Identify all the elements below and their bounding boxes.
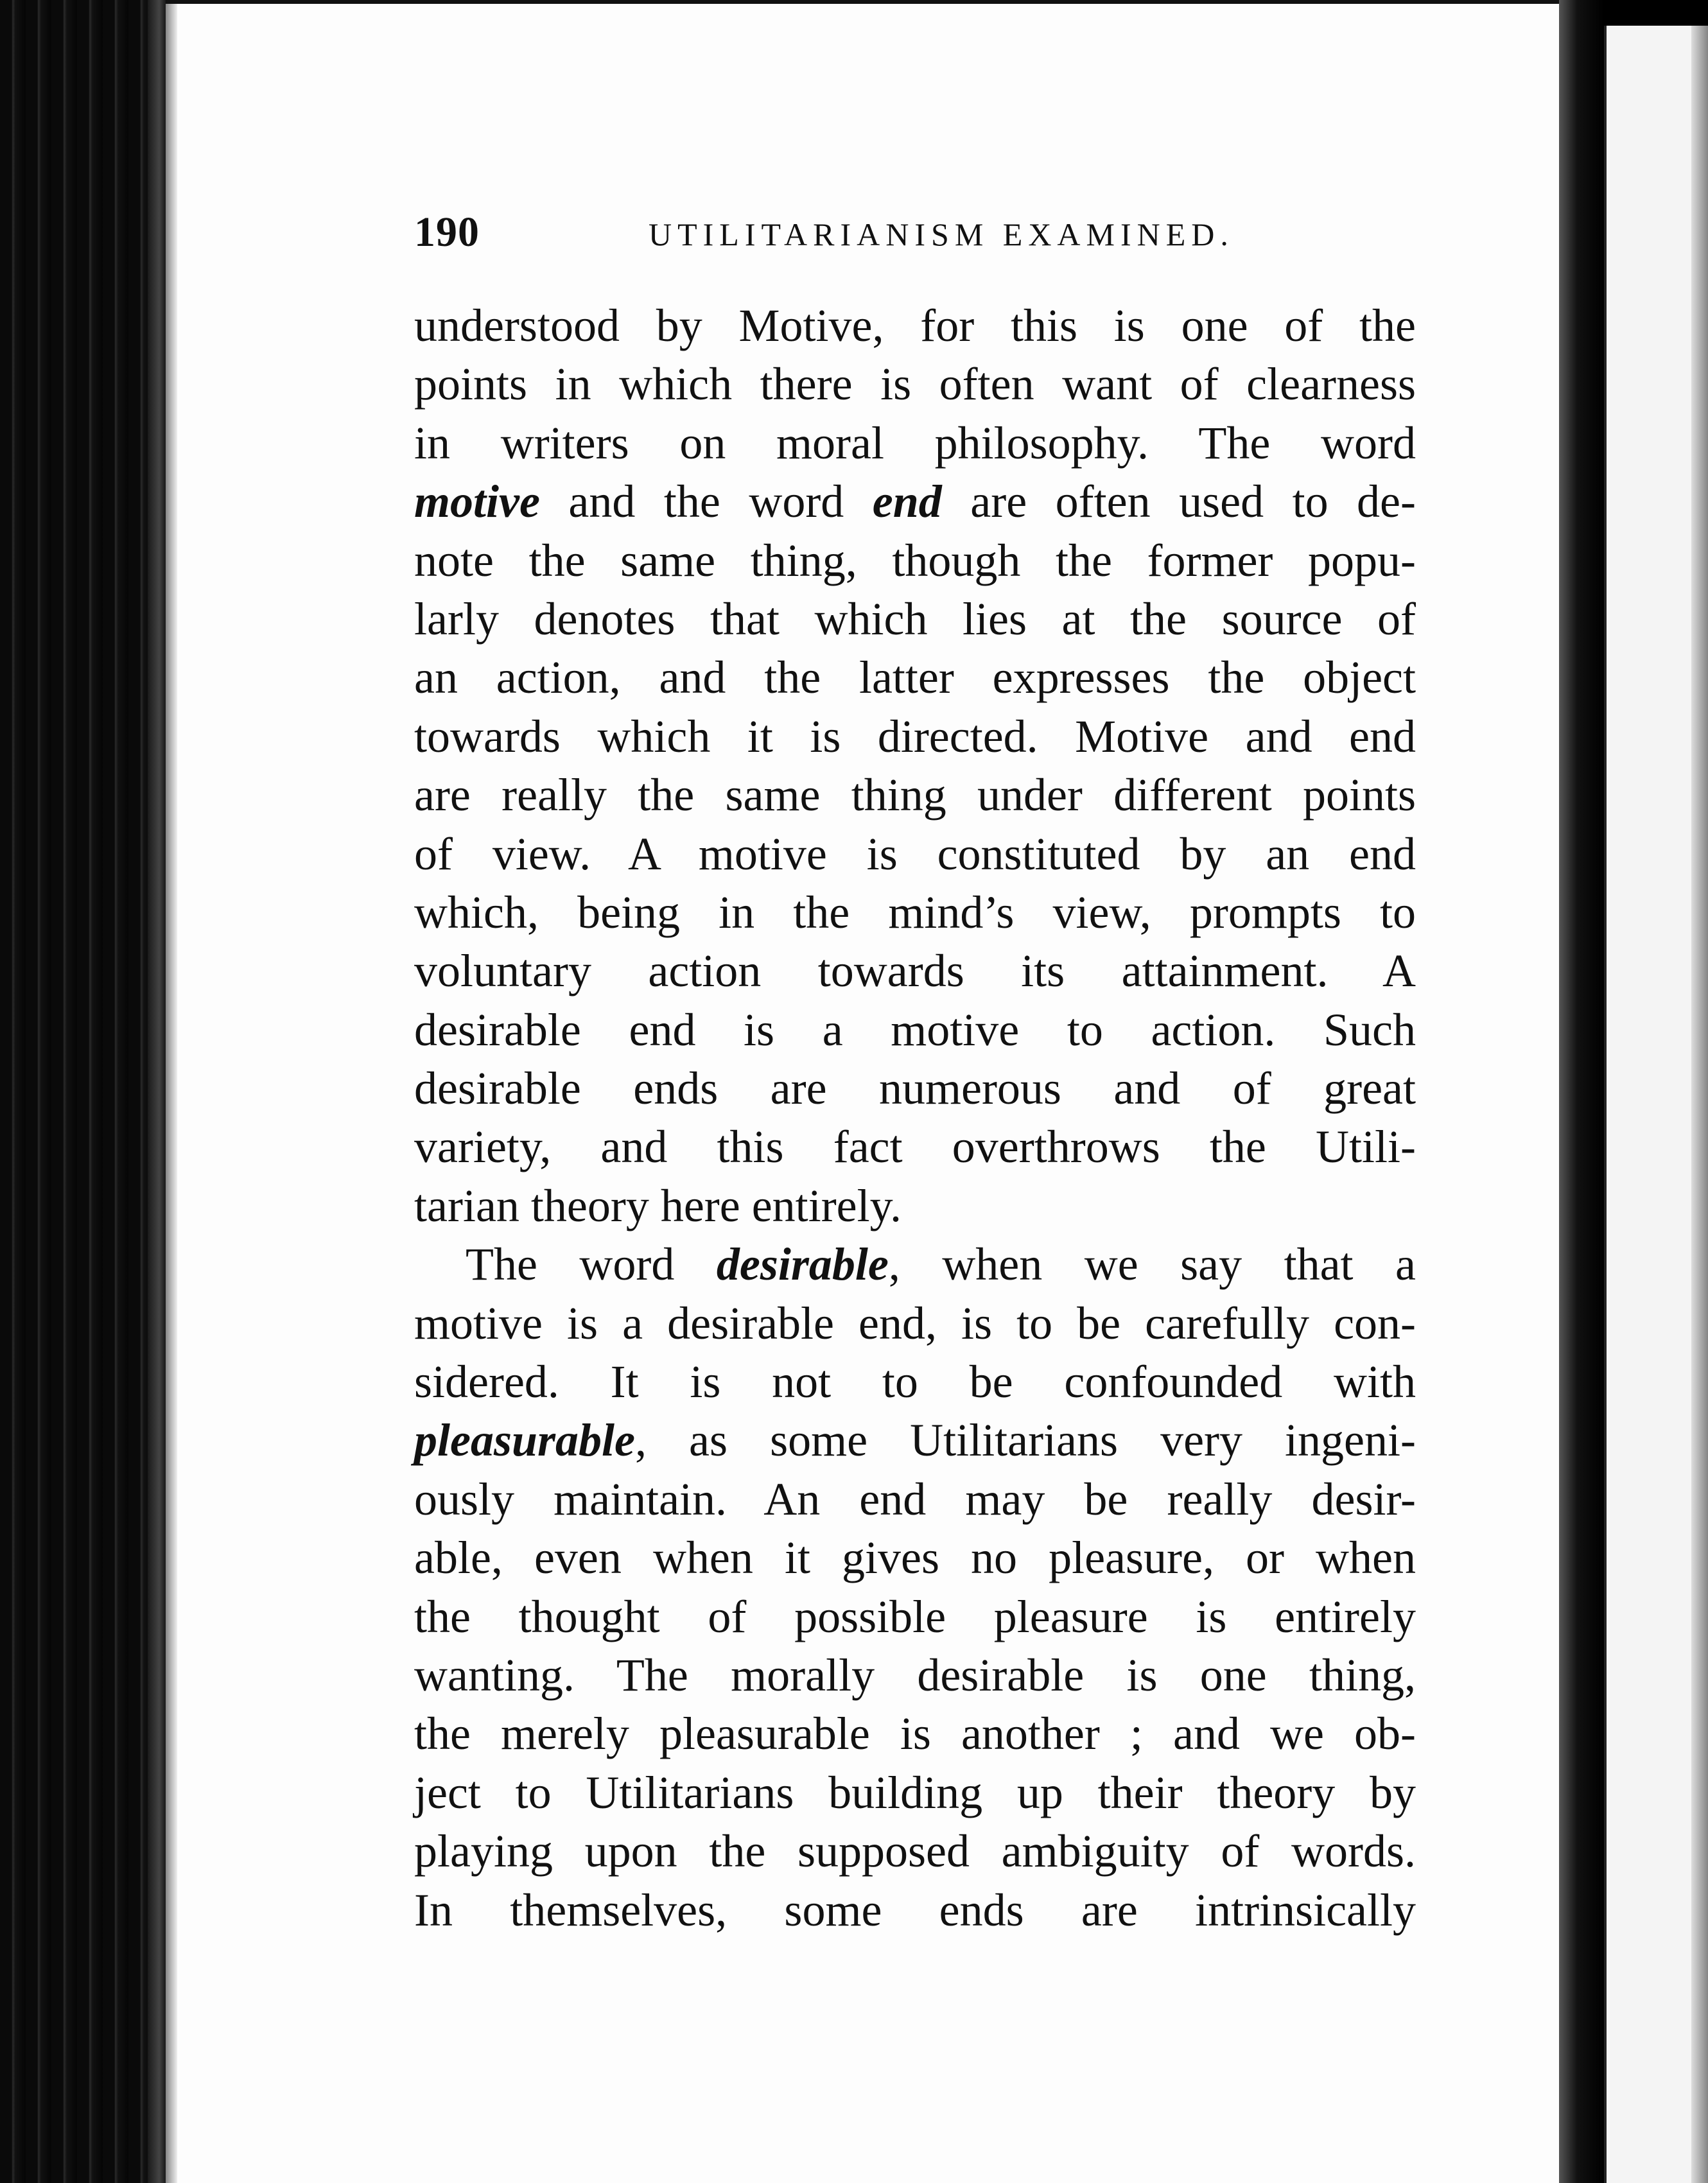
text-line: [414, 1764, 1416, 1822]
text-segment: variety, and this fact overthrows the Utili-: [414, 1121, 1416, 1173]
text-line: [414, 1177, 1416, 1235]
text-line: [414, 355, 1416, 413]
text-line: [414, 414, 1416, 473]
text-segment: ject to Utilitarians building up their theory by: [414, 1766, 1416, 1818]
text-line: [414, 1705, 1416, 1763]
text-line: [414, 1001, 1416, 1059]
text-segment: The word: [466, 1239, 717, 1291]
text-line: [414, 1470, 1416, 1529]
text-line: [414, 766, 1416, 824]
text-line: [414, 1822, 1416, 1881]
text-line: [414, 532, 1416, 590]
page-number: 190: [414, 209, 480, 256]
text-line: [414, 1294, 1416, 1353]
text-line: [414, 1353, 1416, 1411]
emphasized-word: end: [872, 476, 942, 528]
text-segment: desirable ends are numerous and of great: [414, 1063, 1416, 1115]
text-segment: the merely pleasurable is another ; and we ob-: [414, 1708, 1416, 1760]
text-segment: larly denotes that which lies at the source of: [414, 593, 1416, 645]
text-line: [414, 1235, 1416, 1294]
text-segment: In themselves, some ends are intrinsically: [414, 1884, 1416, 1936]
text-segment: , when we say that a: [888, 1239, 1416, 1291]
text-line: [414, 1646, 1416, 1705]
text-segment: and the word: [539, 476, 873, 528]
text-line: [414, 297, 1416, 355]
adjacent-page-edge: [1604, 26, 1708, 2183]
text-segment: the thought of possible pleasure is entirely: [414, 1590, 1416, 1642]
text-line: [414, 825, 1416, 883]
running-head: [414, 207, 1234, 258]
text-segment: desirable end is a motive to action. Such: [414, 1004, 1416, 1056]
text-line: [414, 648, 1416, 707]
text-segment: note the same thing, though the former popu-: [414, 534, 1416, 586]
text-line: [414, 1118, 1416, 1176]
text-segment: ously maintain. An end may be really desir-: [414, 1473, 1416, 1525]
text-segment: able, even when it gives no pleasure, or when: [414, 1532, 1416, 1584]
text-line: [414, 708, 1416, 766]
page-gutter-shadow: [1559, 0, 1604, 2183]
text-line: [414, 1881, 1416, 1940]
header-title: UTILITARIANISM EXAMINED.: [649, 216, 1234, 252]
emphasized-word: desirable: [716, 1239, 889, 1291]
text-line: [414, 1411, 1416, 1470]
text-segment: points in which there is often want of clearness: [414, 358, 1416, 410]
text-segment: sidered. It is not to be confounded with: [414, 1356, 1416, 1408]
text-segment: voluntary action towards its attainment. A: [414, 945, 1416, 997]
text-segment: in writers on moral philosophy. The word: [414, 417, 1416, 469]
text-line: [414, 1588, 1416, 1646]
text-line: [414, 590, 1416, 648]
text-line: [414, 1059, 1416, 1118]
text-segment: are often used to de-: [941, 476, 1416, 528]
book-binding-edge: [0, 0, 167, 2183]
text-segment: which, being in the mind’s view, prompts to: [414, 886, 1416, 938]
text-segment: motive is a desirable end, is to be carefully con-: [414, 1297, 1416, 1349]
text-segment: of view. A motive is constituted by an end: [414, 828, 1416, 880]
text-segment: wanting. The morally desirable is one thing,: [414, 1649, 1416, 1701]
text-segment: , as some Utilitarians very ingeni-: [635, 1414, 1416, 1466]
text-segment: playing upon the supposed ambiguity of words.: [414, 1825, 1416, 1877]
text-segment: understood by Motive, for this is one of the: [414, 300, 1416, 351]
emphasized-word: motive: [414, 476, 540, 528]
text-segment: towards which it is directed. Motive and end: [414, 710, 1416, 762]
text-segment: an action, and the latter expresses the object: [414, 652, 1416, 704]
text-line: [414, 883, 1416, 942]
text-line: [414, 1529, 1416, 1587]
emphasized-word: pleasurable: [414, 1414, 636, 1466]
text-line: [414, 942, 1416, 1000]
text-segment: tarian theory here entirely.: [414, 1179, 902, 1231]
text-line: [414, 473, 1416, 531]
text-segment: are really the same thing under different points: [414, 769, 1416, 821]
body-text: [414, 297, 1416, 1940]
